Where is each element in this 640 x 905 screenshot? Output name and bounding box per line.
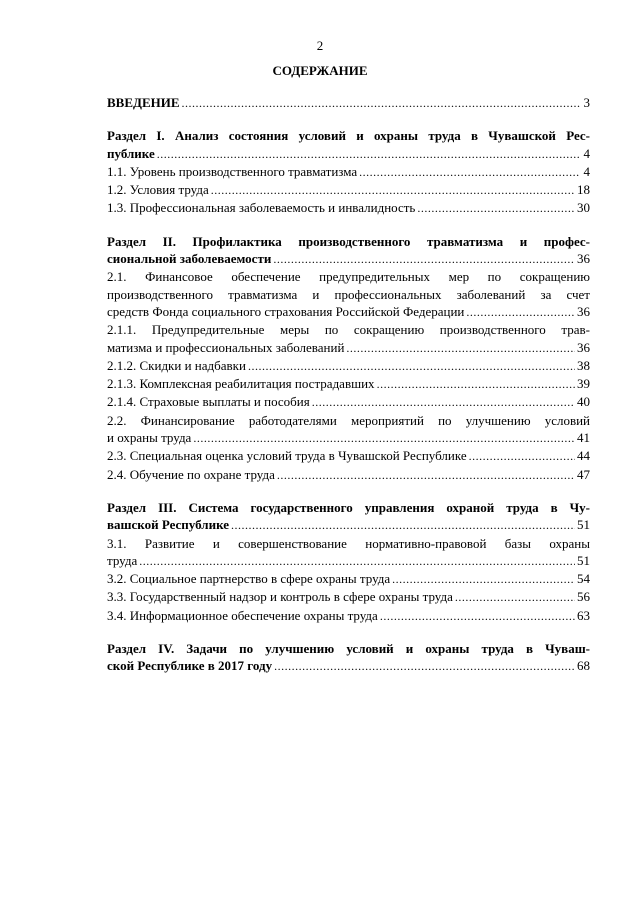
toc-entry-label: 1.2. Условия труда [107,182,209,198]
leader-dots [231,517,575,534]
leader-dots [193,430,575,447]
toc-entry-2-1-1-line[interactable]: 2.1.1. Предупредительные меры по сокращению производственного трав- [107,322,590,338]
leader-dots [417,200,575,217]
toc-entry-2-1-4[interactable] [107,393,590,411]
leader-dots [380,608,575,625]
section-heading-label: ской Республике в 2017 году [107,658,273,674]
toc-entry-page: 39 [577,376,590,392]
toc-entry-page: 18 [577,182,590,198]
toc-entry-page: 40 [577,394,590,410]
section-heading-end[interactable] [107,250,590,268]
leader-dots [277,467,575,484]
toc-entry-page: 68 [577,658,590,674]
toc-entry-2-3[interactable] [107,447,590,465]
toc-entry-page: 51 [577,517,590,533]
toc-entry-3-4[interactable] [107,607,590,625]
toc-entry-label: 3.3. Государственный надзор и контроль в сфере охраны труда [107,589,453,605]
leader-dots [455,589,575,606]
leader-dots [346,340,575,357]
toc-entry-3-2[interactable] [107,570,590,588]
toc-entry-2-1-3[interactable] [107,375,590,393]
toc-entry-1-1[interactable] [107,163,590,181]
toc-entry-page: 41 [577,430,590,446]
toc-entry-label: ВВЕДЕНИЕ [107,95,180,110]
toc-entry-page: 4 [583,163,590,179]
section-heading-end[interactable] [107,145,590,163]
toc-group-section-1 [107,127,590,217]
toc-entry-page: 56 [577,589,590,605]
toc-entry-3-1[interactable] [107,552,590,570]
toc-group-section-4 [107,640,590,676]
toc-entry-1-3[interactable] [107,199,590,217]
toc-entry-2-4[interactable] [107,466,590,484]
page-number: 2 [316,38,324,53]
toc-entry-3-3[interactable] [107,588,590,606]
toc-group-section-3 [107,499,590,625]
toc-entry-2-1[interactable] [107,303,590,321]
section-heading-line[interactable]: Раздел IV. Задачи по улучшению условий и охраны труда в Чуваш- [107,641,590,657]
section-heading-end[interactable] [107,657,590,675]
toc-entry-label: 1.3. Профессиональная заболеваемость и инвалидность [107,200,416,216]
toc-group-section-2 [107,233,590,484]
toc-entry-page: 54 [577,571,590,587]
toc-entry-2-1-2[interactable] [107,357,590,375]
toc-entry-label: труда [107,552,138,568]
toc-entry-page: 44 [577,448,590,464]
toc-entry-label: 2.1.4. Страховые выплаты и пособия [107,394,310,410]
toc-entry-label: 3.2. Социальное партнерство в сфере охраны труда [107,571,391,587]
leader-dots [312,394,575,411]
toc-entry-3-1-line[interactable]: 3.1. Развитие и совершенствование нормативно-правовой базы охраны [107,535,590,551]
section-heading-line[interactable]: Раздел I. Анализ состояния условий и охраны труда в Чувашской Рес- [107,128,590,144]
toc-entry-label: 2.4. Обучение по охране труда [107,466,275,482]
section-heading-label: вашской Республике [107,517,230,533]
leader-dots [273,251,575,268]
section-heading-line[interactable]: Раздел II. Профилактика производственного травматизма и профес- [107,233,590,249]
toc-entry-page: 36 [577,251,590,267]
leader-dots [377,376,575,393]
leader-dots [248,358,575,375]
toc-entry-2-1-1[interactable] [107,339,590,357]
toc-entry-label: средств Фонда социального страхования Российской Федерации [107,303,465,319]
leader-dots [469,448,575,465]
toc-entry-label: 1.1. Уровень производственного травматизма [107,163,358,179]
toc-group-intro [107,94,590,112]
toc-entry-page: 36 [577,303,590,319]
toc-entry-2-2[interactable] [107,429,590,447]
leader-dots [182,95,580,112]
leader-dots [466,304,575,321]
toc-entry-label: матизма и профессиональных заболеваний [107,339,345,355]
leader-dots [274,658,575,675]
leader-dots [139,553,575,570]
toc-entry-page: 3 [583,95,590,110]
toc-entry-page: 63 [577,607,590,623]
toc-title: СОДЕРЖАНИЕ [272,63,368,78]
toc-entry-page: 51 [577,552,590,568]
toc-entry-page: 47 [577,466,590,482]
toc-entry-page: 4 [583,145,590,161]
toc-entry-page: 30 [577,200,590,216]
section-heading-label: сиональной заболеваемости [107,251,272,267]
toc-entry-1-2[interactable] [107,181,590,199]
toc-entry-label: 2.1.2. Скидки и надбавки [107,357,246,373]
toc-entry-2-1-line[interactable]: 2.1. Финансовое обеспечение предупредительных мер по сокращению [107,269,590,285]
leader-dots [211,182,575,199]
leader-dots [359,164,580,181]
toc-entry-label: и охраны труда [107,430,192,446]
toc-entry-label: 2.1.3. Комплексная реабилитация пострадавших [107,376,375,392]
toc-entry-2-1-line[interactable]: производственного травматизма и профессиональных заболеваний за счет [107,286,590,302]
section-heading-label: публике [107,145,155,161]
toc-entry-label: 3.4. Информационное обеспечение охраны труда [107,607,378,623]
section-heading-end[interactable] [107,516,590,534]
toc-entry-page: 38 [577,357,590,373]
leader-dots [392,571,575,588]
toc-entry-page: 36 [577,339,590,355]
toc-entry-2-2-line[interactable]: 2.2. Финансирование работодателями мероприятий по улучшению условий [107,412,590,428]
toc-entry-label: 2.3. Специальная оценка условий труда в Чувашской Республике [107,448,467,464]
table-of-contents [107,94,590,691]
section-heading-line[interactable]: Раздел III. Система государственного управления охраной труда в Чу- [107,499,590,515]
leader-dots [157,146,580,163]
toc-entry-intro[interactable] [107,94,590,112]
